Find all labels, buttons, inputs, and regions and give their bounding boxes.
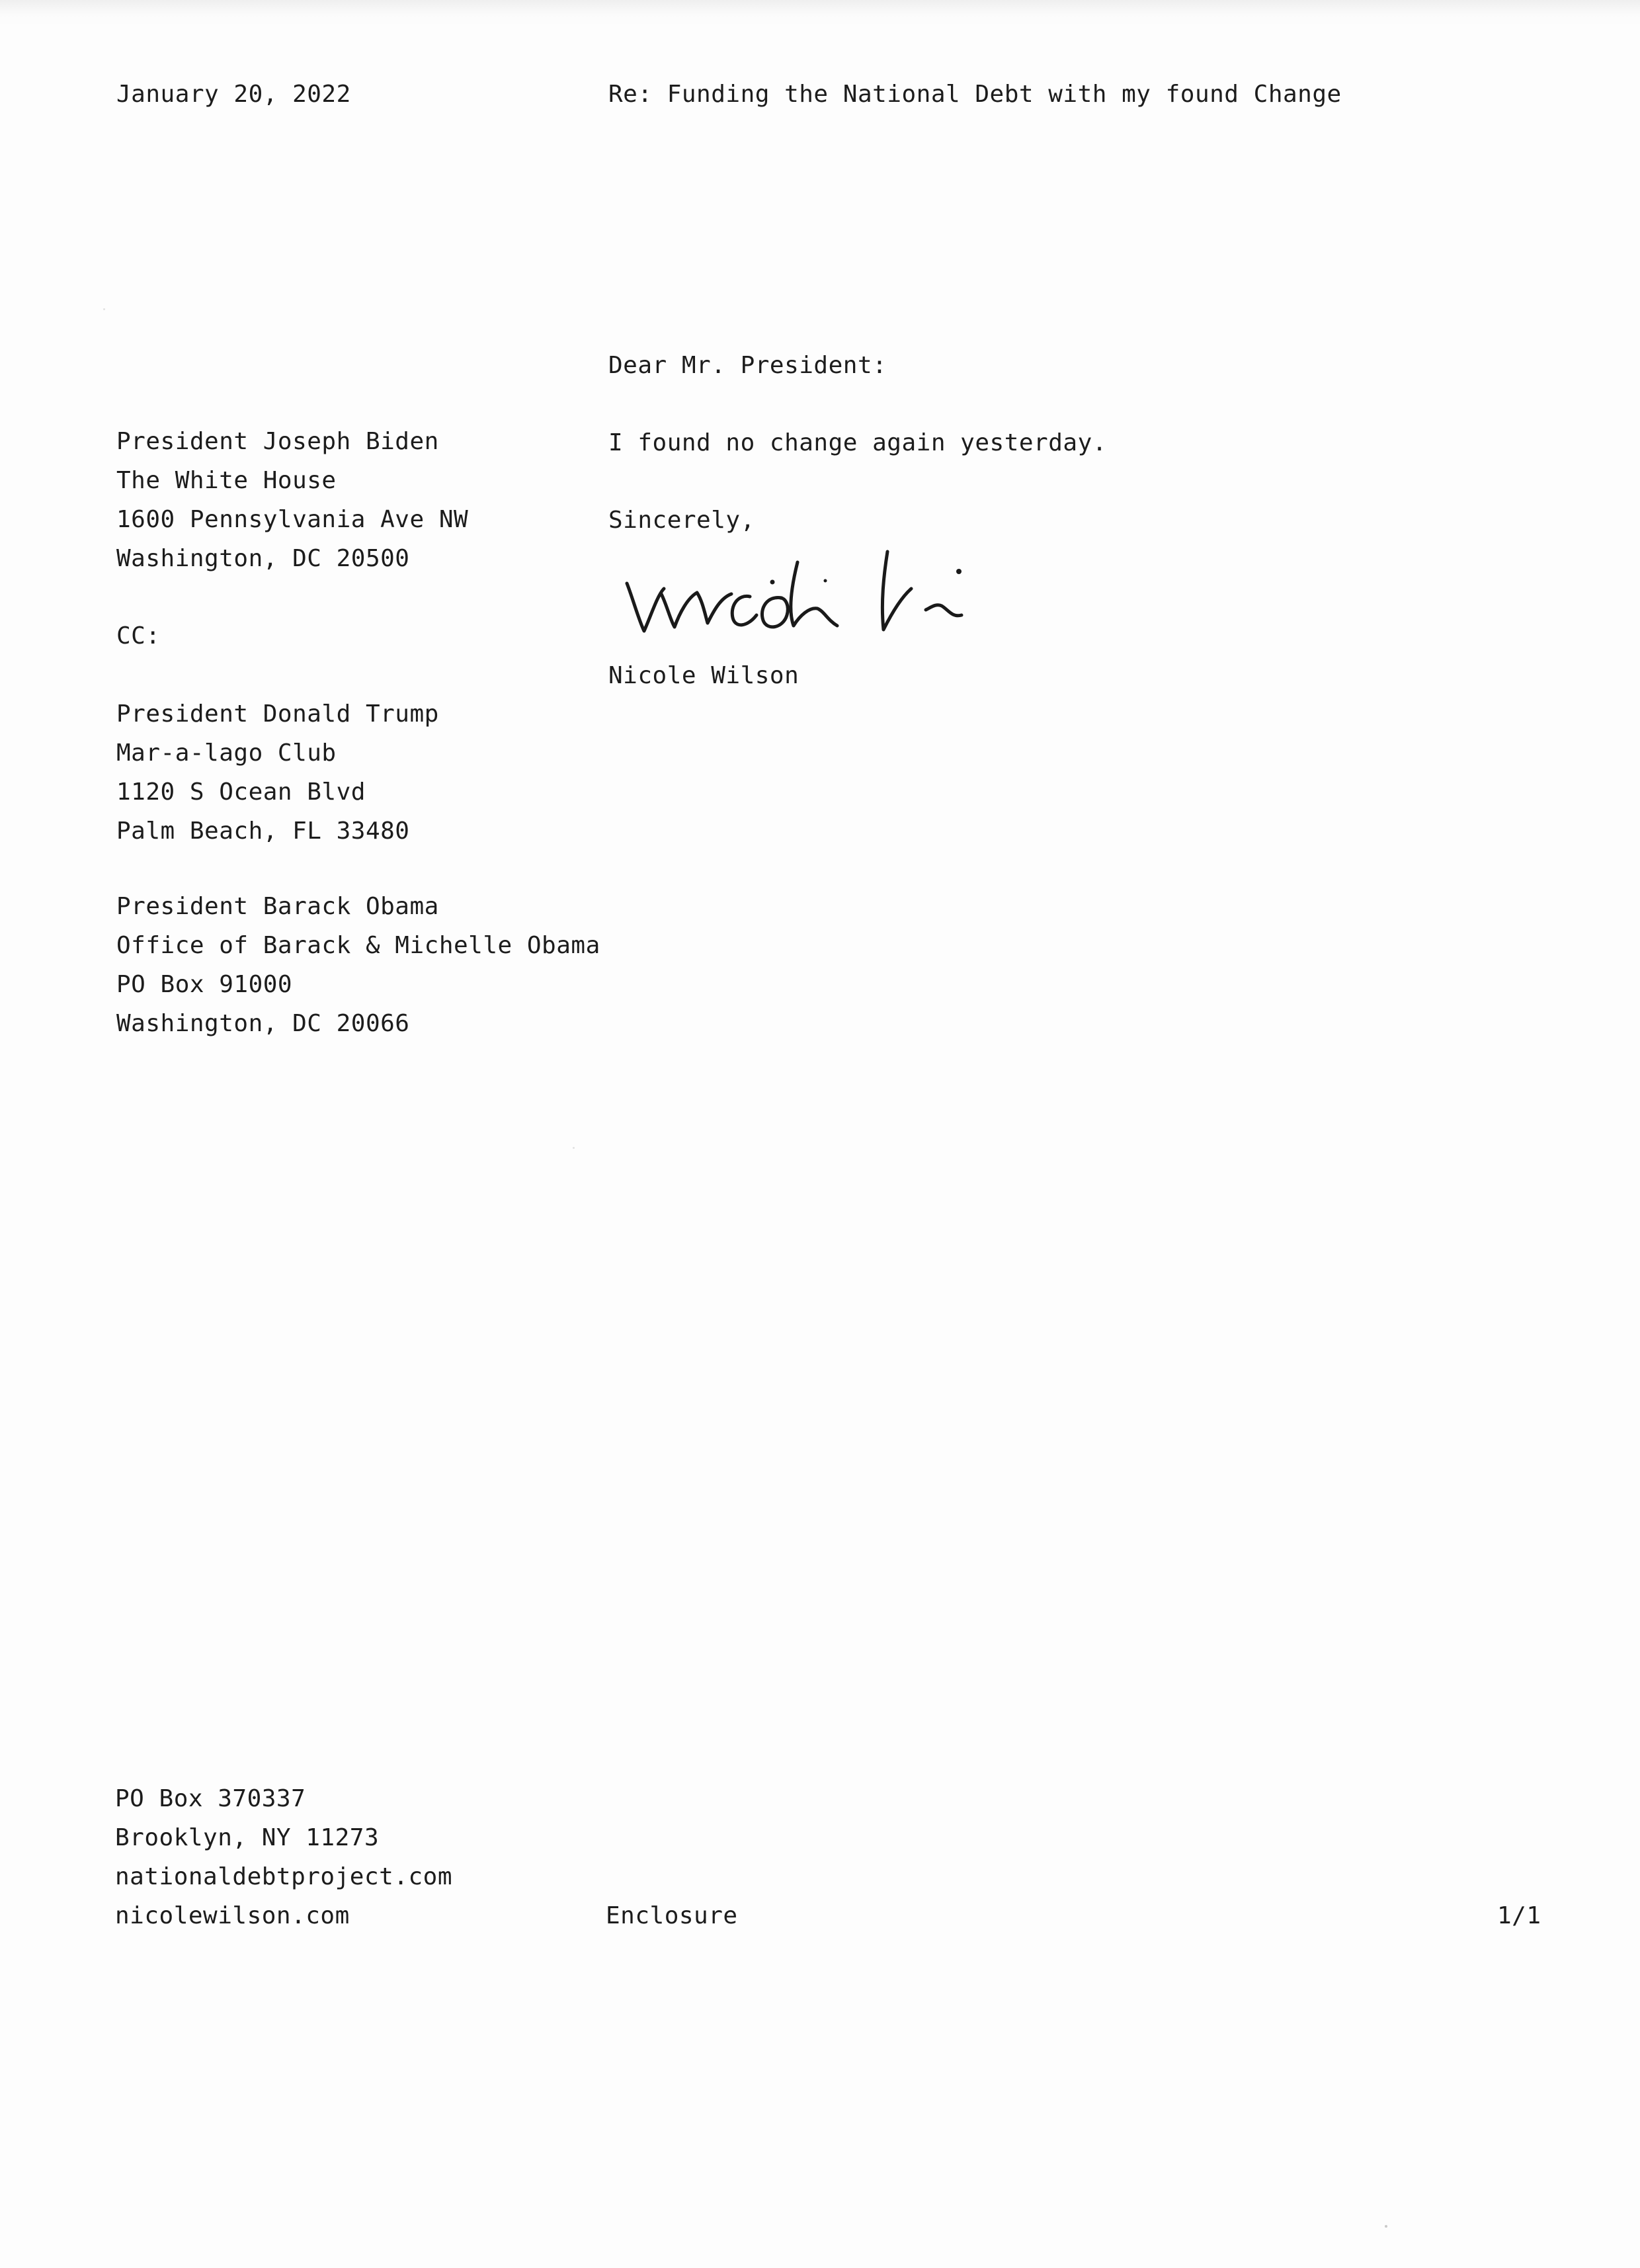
handwritten-signature [615, 542, 1025, 655]
address-line: President Joseph Biden [116, 428, 439, 455]
address-line: PO Box 91000 [116, 971, 293, 998]
address-line: Office of Barack & Michelle Obama [116, 932, 600, 959]
address-line: Mar-a-lago Club [116, 739, 337, 767]
scan-speck [103, 308, 105, 310]
cc-label: CC: [116, 622, 161, 650]
sender-address [115, 1779, 452, 1935]
address-line: President Donald Trump [116, 700, 439, 728]
letter-date: January 20, 2022 [116, 81, 351, 108]
address-line: President Barack Obama [116, 893, 439, 920]
sender-website: nicolewilson.com [115, 1902, 350, 1929]
address-line: Washington, DC 20500 [116, 545, 410, 572]
signer-name: Nicole Wilson [608, 662, 800, 689]
recipient-address [116, 422, 468, 578]
address-line: The White House [116, 467, 337, 494]
closing: Sincerely, [608, 507, 755, 534]
scan-speck [1385, 2225, 1387, 2228]
cc-recipient-address [116, 887, 600, 1043]
letter-subject: Re: Funding the National Debt with my found Change [608, 81, 1342, 108]
sender-line: PO Box 370337 [115, 1785, 306, 1812]
address-line: 1600 Pennsylvania Ave NW [116, 506, 469, 533]
page-number: 1/1 [1497, 1902, 1541, 1929]
letter-body: I found no change again yesterday. [608, 429, 1107, 456]
salutation: Dear Mr. President: [608, 352, 887, 379]
address-line: Washington, DC 20066 [116, 1010, 410, 1037]
cc-recipient-address [116, 694, 439, 851]
address-line: 1120 S Ocean Blvd [116, 778, 366, 806]
scan-speck [573, 1147, 575, 1149]
sender-line: Brooklyn, NY 11273 [115, 1824, 380, 1851]
enclosure-label: Enclosure [606, 1902, 738, 1929]
address-line: Palm Beach, FL 33480 [116, 818, 410, 845]
sender-website: nationaldebtproject.com [115, 1863, 452, 1890]
